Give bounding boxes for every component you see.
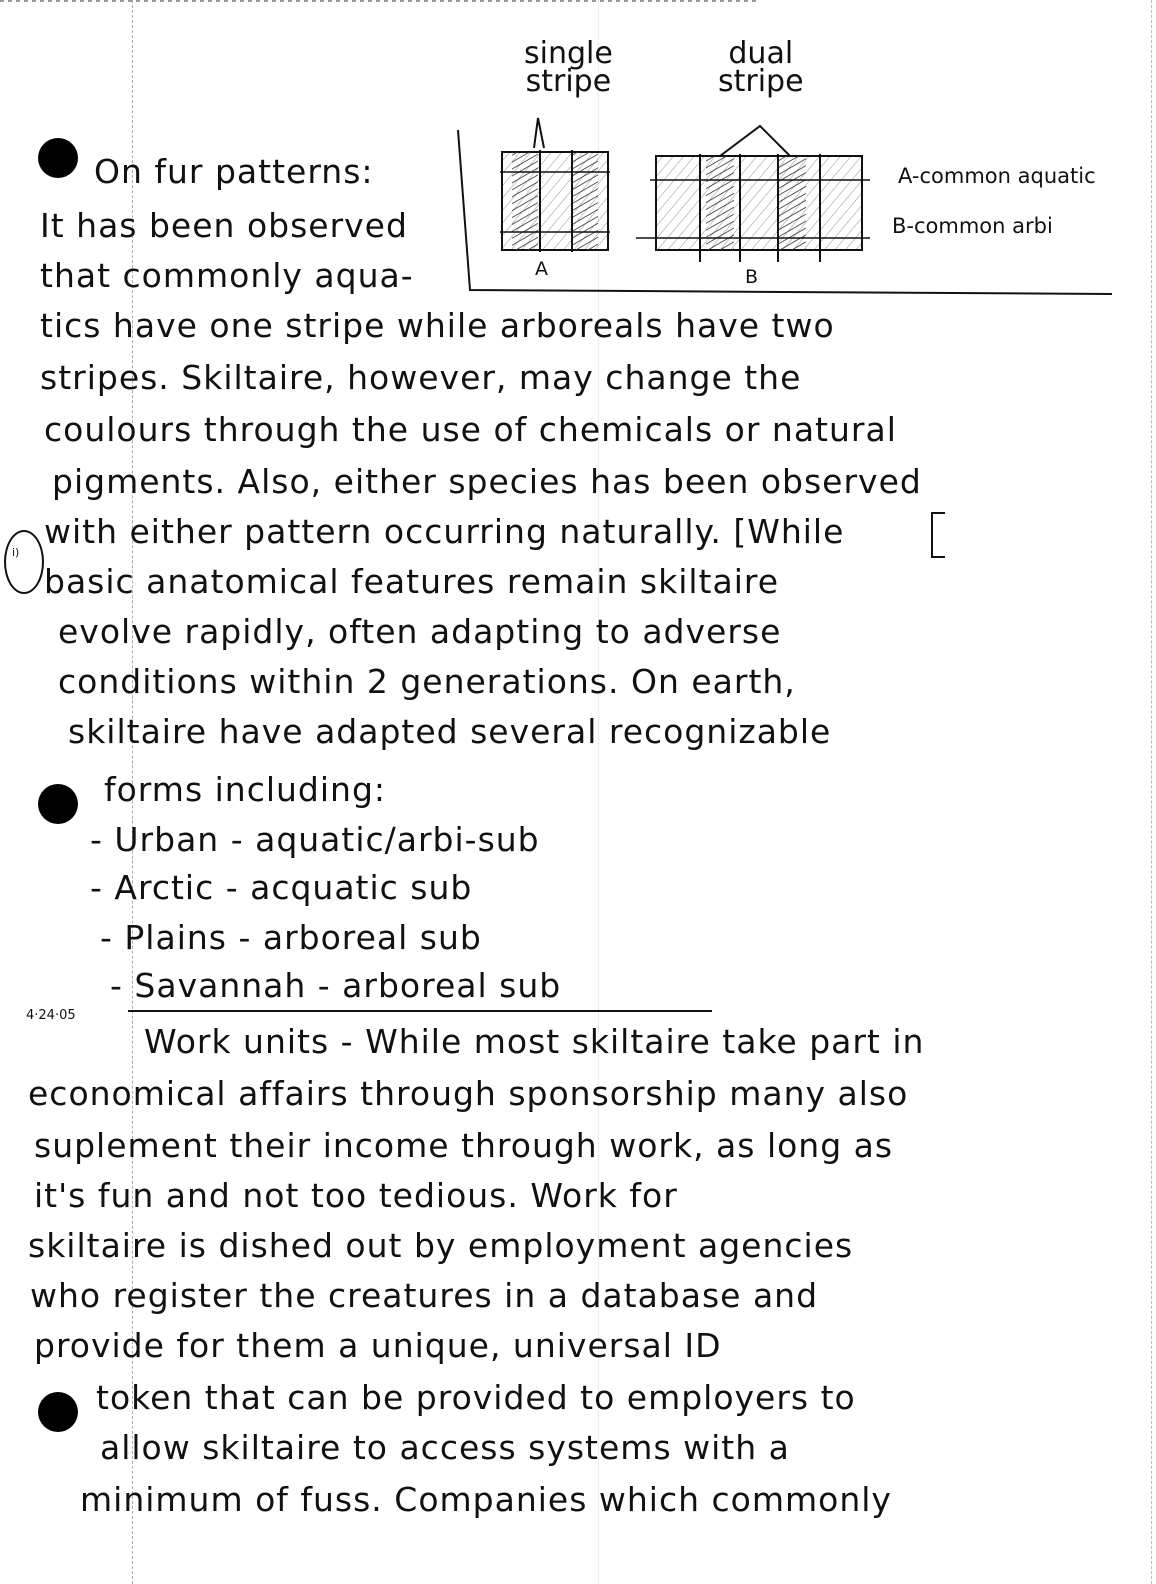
entry-date: 4·24·05	[26, 1008, 76, 1023]
circled-margin-note: i)	[4, 530, 44, 594]
list-item: - Savannah - arboreal sub	[110, 966, 562, 1005]
list-underline	[128, 1010, 712, 1012]
text-line: economical affairs through sponsorship many also	[28, 1074, 909, 1113]
text-line: conditions within 2 generations. On earth,	[58, 662, 796, 701]
panel-a-label: A	[535, 258, 548, 280]
text-line: token that can be provided to employers to	[96, 1378, 856, 1417]
text-line: skiltaire have adapted several recognizable	[68, 712, 832, 751]
text-line: skiltaire is dished out by employment agencies	[28, 1226, 854, 1265]
text-line: suplement their income through work, as long as	[34, 1126, 894, 1165]
list-item: - Urban - aquatic/arbi-sub	[90, 820, 540, 859]
bullet-dot	[38, 784, 78, 824]
panel-b-label: B	[745, 266, 759, 288]
text-line: stripes. Skiltaire, however, may change the	[40, 358, 802, 397]
bullet-dot	[38, 1392, 78, 1432]
text-line: basic anatomical features remain skiltaire	[44, 562, 780, 601]
text-line: who register the creatures in a database and	[30, 1276, 819, 1315]
text-line: allow skiltaire to access systems with a	[100, 1428, 790, 1467]
text-line: On fur patterns:	[94, 152, 374, 191]
legend-a: A-common aquatic	[898, 164, 1096, 188]
text-line: coulours through the use of chemicals or natural	[44, 410, 897, 449]
text-line: provide for them a unique, universal ID	[34, 1326, 722, 1365]
list-item: - Arctic - acquatic sub	[90, 868, 473, 907]
text-line: pigments. Also, either species has been observed	[52, 462, 922, 501]
list-item: - Plains - arboreal sub	[100, 918, 482, 957]
text-line: it's fun and not too tedious. Work for	[34, 1176, 678, 1215]
text-line: tics have one stripe while arboreals have two	[40, 306, 835, 345]
bracket-mark	[931, 512, 945, 558]
legend-b: B-common arbi	[892, 214, 1053, 238]
text-line: forms including:	[104, 770, 387, 809]
text-line: that commonly aqua-	[40, 256, 414, 295]
text-line: minimum of fuss. Companies which commonly	[80, 1480, 892, 1519]
text-line: evolve rapidly, often adapting to adverse	[58, 612, 782, 651]
bullet-dot	[38, 138, 78, 178]
text-line: with either pattern occurring naturally. [While	[44, 512, 845, 551]
dual-stripe-title: dual stripe	[718, 36, 804, 99]
text-line: It has been observed	[40, 206, 408, 245]
text-line: Work units - While most skiltaire take part in	[144, 1022, 925, 1061]
single-stripe-title: single stripe	[524, 36, 613, 99]
